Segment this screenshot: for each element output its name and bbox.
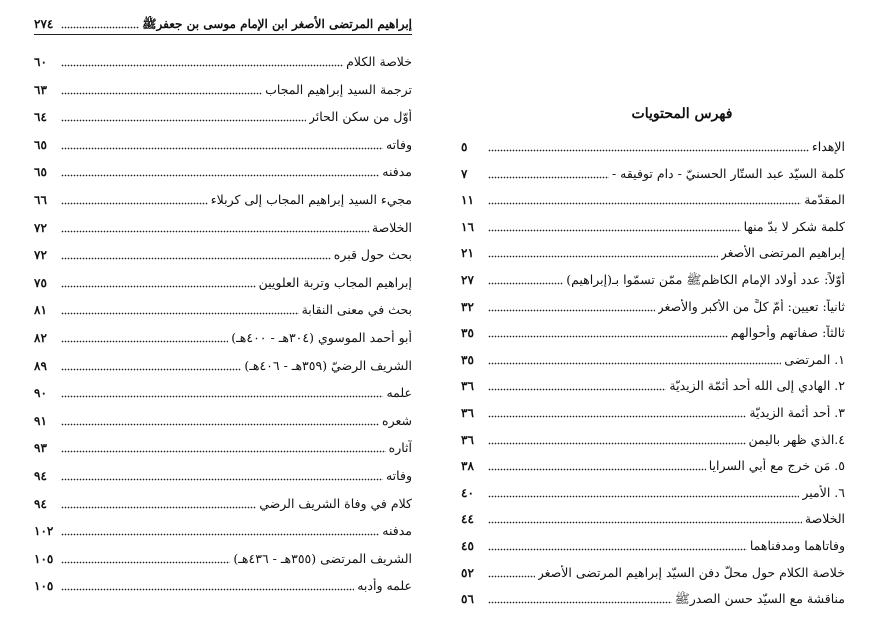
toc-entry (34, 354, 412, 374)
toc-page-number: ٩٤ (34, 496, 47, 511)
leader-dots (61, 305, 299, 315)
leader-dots (61, 499, 256, 509)
toc-page-number: ٩١ (34, 413, 47, 428)
leader-dots (61, 140, 383, 150)
toc-title: ثالثاً: صفاتهم وأحوالهم (730, 325, 845, 341)
leader-dots (61, 333, 228, 343)
leader-dots (488, 302, 655, 312)
toc-title: آثاره (388, 440, 412, 456)
toc-title: بحث حول قبره (333, 247, 412, 263)
toc-page-number: ٦٥ (34, 165, 47, 180)
toc-entry (461, 135, 845, 155)
toc-title: ١. المرتضى (784, 351, 845, 367)
toc-entry (461, 428, 845, 448)
toc-title: الخلاصة (371, 219, 412, 235)
leader-dots (61, 167, 379, 177)
toc-page-number: ٥٢ (461, 565, 474, 580)
toc-page-number: ٦٦ (34, 193, 47, 207)
toc-title: كلمة شكر لا بدّ منها (743, 218, 845, 234)
toc-title: أبو أحمد الموسوي (٣٠٤هـ - ٤٠٠هـ) (231, 330, 412, 345)
toc-page-number: ٥ (461, 140, 468, 154)
toc-page-number: ٨٢ (34, 331, 47, 345)
leader-dots (61, 554, 230, 564)
leader-dots (488, 488, 799, 498)
toc-page-number: ٤٠ (461, 485, 474, 500)
toc-entry (34, 50, 412, 70)
toc-page-number: ٤٤ (461, 512, 474, 527)
toc-title: المقدّمة (804, 192, 845, 208)
toc-entry (461, 481, 845, 501)
toc-page-number: ٣٥ (461, 326, 474, 341)
running-header-title: إبراهيم المرتضى الأصغر ابن الإمام موسى بن جعفرﷺ (142, 17, 412, 31)
leader-dots (61, 278, 256, 288)
toc-title: خلاصة الكلام (346, 54, 412, 69)
leader-dots (488, 195, 801, 205)
toc-entry (34, 298, 412, 318)
toc-title: الشريف الرضيّ (٣٥٩هـ - ٤٠٦هـ) (244, 357, 412, 373)
toc-entry (34, 133, 412, 153)
toc-page-number: ٣٦ (461, 406, 474, 420)
toc-title: علمه (386, 385, 412, 401)
toc-title: كلام في وفاة الشريف الرضي (259, 495, 412, 511)
leader-dots (61, 19, 139, 29)
toc-entry (34, 381, 412, 401)
header-rule (34, 34, 412, 35)
toc-entry (34, 492, 412, 512)
leader-dots (488, 594, 672, 604)
toc-entry (34, 243, 412, 263)
toc-title: كلمة السيّد عبد الستّار الحسنيّ - دام توفيقه - (611, 165, 845, 181)
toc-title: ترجمة السيد إبراهيم المجاب (265, 81, 412, 97)
toc-entry (461, 507, 845, 527)
toc-entry (34, 105, 412, 125)
leader-dots (488, 355, 781, 365)
toc-title: الشريف المرتضى (٣٥٥هـ - ٤٣٦هـ) (233, 550, 412, 566)
toc-page-number: ٦٥ (34, 137, 47, 152)
toc-entry (34, 464, 412, 484)
leader-dots (488, 568, 535, 578)
toc-entry (34, 409, 412, 429)
contents-heading: فهرس المحتويات (631, 106, 733, 122)
toc-title: الخلاصة (804, 511, 845, 527)
toc-entry (461, 348, 845, 368)
leader-dots (488, 514, 802, 524)
toc-title: شعره (382, 412, 412, 428)
leader-dots (61, 361, 241, 371)
toc-page-number: ٩٤ (34, 469, 47, 483)
toc-title: وفاته (385, 468, 412, 483)
toc-page-number: ٣٥ (461, 352, 474, 367)
toc-page-number: ٣٦ (461, 379, 474, 394)
toc-entry (461, 534, 845, 554)
toc-page-number: ٣٨ (461, 459, 474, 474)
toc-page-number: ٨١ (34, 303, 47, 318)
toc-page-number: ١٠٥ (34, 551, 54, 566)
leader-dots (488, 541, 747, 551)
toc-entry (461, 162, 845, 182)
leader-dots (61, 471, 383, 481)
toc-page-number: ١٠٥ (34, 579, 54, 594)
leader-dots (488, 169, 609, 179)
leader-dots (61, 388, 383, 398)
leader-dots (61, 195, 208, 205)
leader-dots (488, 328, 728, 338)
toc-entry (34, 547, 412, 567)
leader-dots (488, 461, 706, 471)
toc-page-number: ٧٥ (34, 275, 47, 290)
toc-title: إبراهيم المرتضى الأصغر (720, 245, 845, 261)
toc-title: مدفنه (382, 523, 412, 539)
toc-page-number: ٦٤ (34, 110, 47, 125)
toc-entry (34, 271, 412, 291)
toc-page-number: ٧٢ (34, 248, 47, 263)
toc-page-number: ١٦ (461, 219, 474, 234)
leader-dots (61, 250, 331, 260)
toc-entry (34, 326, 412, 346)
right-page (437, 0, 874, 640)
toc-page-number: ٤٥ (461, 539, 474, 553)
leader-dots (488, 248, 718, 258)
toc-entry (461, 188, 845, 208)
toc-entry (34, 436, 412, 456)
toc-entry (461, 268, 845, 288)
toc-entry (461, 587, 845, 607)
toc-title: أوّلاً: عدد أولاد الإمام الكاظمﷺ ممّن تسمّوا بـ(إبراهيم) (566, 272, 845, 287)
toc-title: وفاتاهما ومدفناهما (749, 538, 845, 553)
toc-page-number: ٣٢ (461, 299, 474, 314)
toc-entry (34, 519, 412, 539)
toc-entry (34, 160, 412, 180)
toc-entry (461, 241, 845, 261)
toc-entry (461, 215, 845, 235)
toc-title: مدفنه (382, 164, 412, 180)
toc-page-number: ٢٧ (461, 273, 474, 287)
toc-entry (34, 188, 412, 208)
toc-entry (461, 321, 845, 341)
toc-page-number: ٦٣ (34, 82, 47, 97)
toc-page-number: ٧٢ (34, 220, 47, 235)
leader-dots (61, 85, 262, 95)
toc-entry (461, 295, 845, 315)
toc-title: ٦. الأمير (802, 484, 845, 500)
toc-page-number: ٥٦ (461, 592, 474, 607)
toc-entry (461, 374, 845, 394)
toc-title: الإهداء (811, 139, 845, 154)
toc-title: ٣. أحد أئمة الزيديّة (749, 405, 845, 420)
leader-dots (61, 57, 343, 67)
toc-title: إبراهيم المجاب وتربة العلويين (258, 274, 412, 290)
toc-page-number: ١١ (461, 193, 474, 208)
toc-title: علمه وأدبه (357, 578, 412, 594)
toc-page-number: ٩٣ (34, 441, 47, 456)
leader-dots (488, 275, 563, 285)
toc-entry (461, 561, 845, 581)
toc-entry (461, 401, 845, 421)
running-header (34, 12, 412, 32)
leader-dots (61, 416, 379, 426)
toc-title: ثانياً: تعيين: أمّ كلٍّ من الأكبر والأصغر (657, 298, 845, 314)
running-header-page-number: ٢٧٤ (34, 17, 54, 31)
leader-dots (61, 112, 306, 122)
toc-entry (34, 216, 412, 236)
toc-entry (34, 574, 412, 594)
leader-dots (61, 223, 369, 233)
toc-page-number: ٦٠ (34, 55, 47, 69)
toc-title: أوّل من سكن الحائر (308, 109, 412, 125)
leader-dots (61, 581, 354, 591)
toc-page-number: ٣٦ (461, 432, 474, 447)
leader-dots (488, 435, 746, 445)
toc-title: ٢. الهادي إلى الله أحد أئمّة الزيديّة (669, 378, 845, 394)
toc-page-number: ٢١ (461, 246, 474, 261)
toc-title: ٤.الذي ظهر باليمن (748, 431, 845, 447)
leader-dots (61, 526, 379, 536)
toc-page-number: ٨٩ (34, 358, 47, 373)
leader-dots (488, 142, 809, 152)
toc-title: مجيء السيد إبراهيم المجاب إلى كربلاء (210, 192, 412, 207)
toc-page-number: ٧ (461, 166, 468, 181)
toc-entry (34, 78, 412, 98)
toc-page-number: ٩٠ (34, 386, 47, 401)
toc-title: وفاته (385, 136, 412, 152)
leader-dots (61, 443, 386, 453)
toc-title: مناقشة مع السيّد حسن الصدرﷺ (674, 591, 845, 607)
toc-title: خلاصة الكلام حول محلّ دفن السيّد إبراهيم المرتضى الأصغر (537, 564, 845, 580)
toc-title: بحث في معنى النقابة (301, 302, 412, 318)
leader-dots (488, 381, 666, 391)
toc-title: ٥. مَن خرج مع أبي السرايا (708, 458, 845, 474)
toc-entry (461, 454, 845, 474)
leader-dots (488, 222, 741, 232)
toc-page-number: ١٠٢ (34, 524, 54, 539)
leader-dots (488, 408, 746, 418)
